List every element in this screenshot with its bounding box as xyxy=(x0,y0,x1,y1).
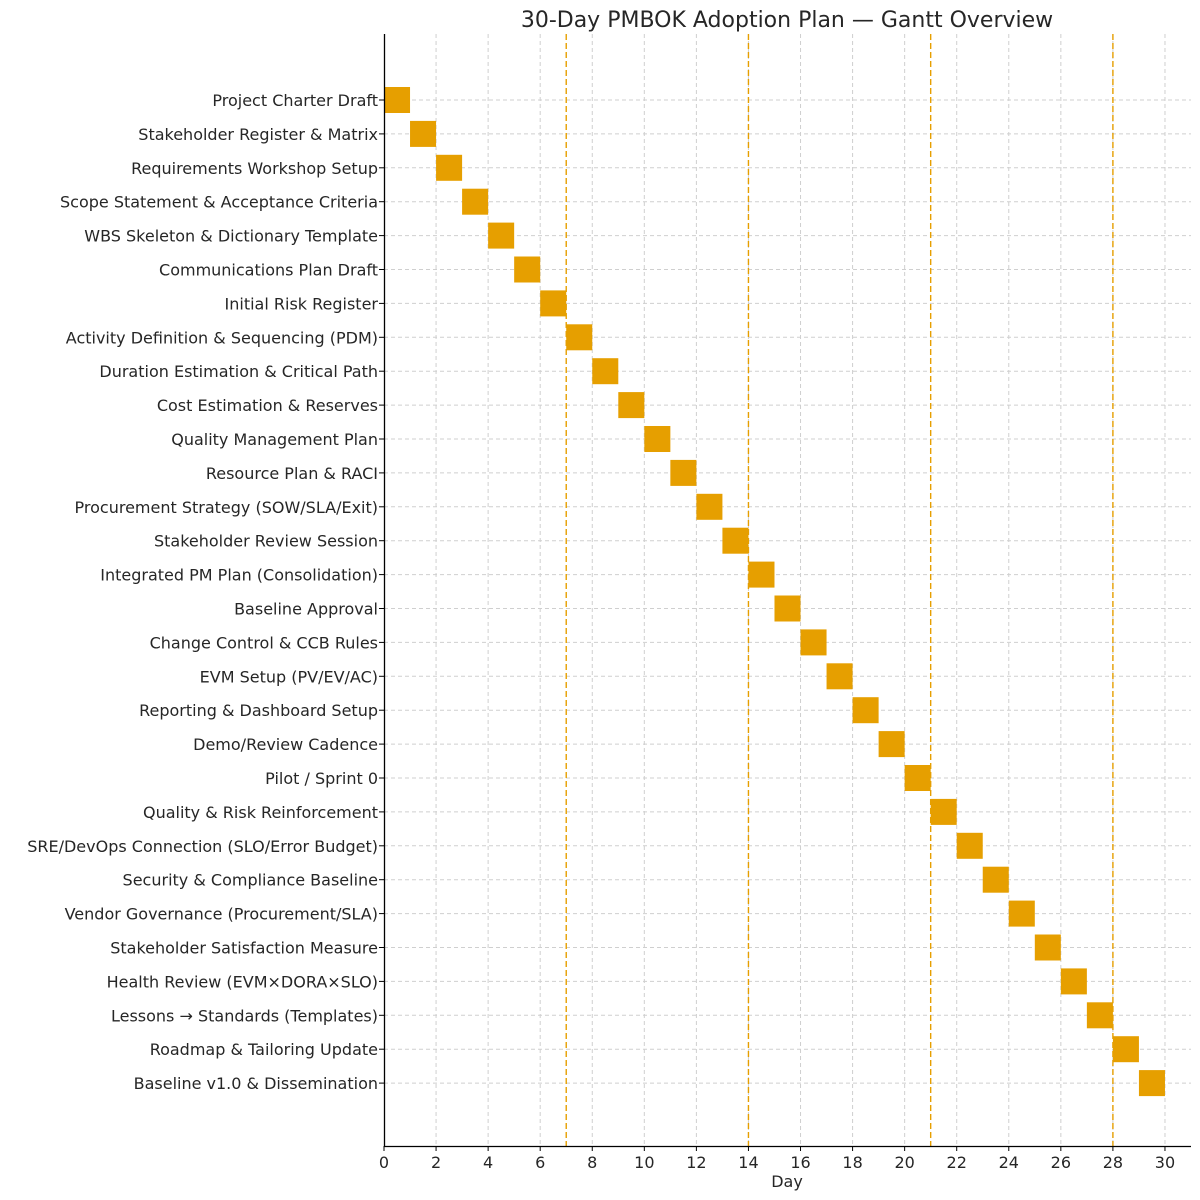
task-labels xyxy=(27,91,384,1093)
milestone-lines xyxy=(566,34,1113,1146)
x-tick-label: 2 xyxy=(430,1153,442,1172)
task-bar xyxy=(1087,1002,1113,1028)
x-tick-labels xyxy=(379,1146,1175,1172)
task-label: SRE/DevOps Connection (SLO/Error Budget) xyxy=(27,836,378,856)
task-bar xyxy=(1009,901,1035,927)
task-label: Resource Plan & RACI xyxy=(205,463,378,483)
x-tick-label: 6 xyxy=(535,1153,546,1172)
task-bar xyxy=(1113,1036,1139,1062)
task-label: Procurement Strategy (SOW/SLA/Exit) xyxy=(74,497,378,517)
task-label: Stakeholder Satisfaction Measure xyxy=(110,938,378,958)
x-tick-label: 12 xyxy=(686,1153,707,1172)
task-label: Lessons → Standards (Templates) xyxy=(110,1006,378,1026)
x-axis-label: Day xyxy=(771,1172,803,1191)
x-tick-label: 10 xyxy=(634,1153,655,1172)
task-label: Change Control & CCB Rules xyxy=(149,633,378,653)
task-label: Duration Estimation & Critical Path xyxy=(99,362,378,382)
x-tick-label: 14 xyxy=(738,1153,759,1172)
task-bar xyxy=(696,494,722,520)
task-label: Requirements Workshop Setup xyxy=(131,158,378,178)
x-tick-label: 4 xyxy=(483,1153,494,1172)
task-label: WBS Skeleton & Dictionary Template xyxy=(84,226,378,246)
task-bar xyxy=(410,121,436,147)
task-label: Security & Compliance Baseline xyxy=(122,870,378,890)
x-tick-label: 16 xyxy=(790,1153,811,1172)
task-bar xyxy=(644,426,670,452)
x-tick-label: 24 xyxy=(998,1153,1019,1172)
task-label: Health Review (EVM×DORA×SLO) xyxy=(106,972,378,992)
task-label: Demo/Review Cadence xyxy=(193,735,378,755)
task-label: Integrated PM Plan (Consolidation) xyxy=(100,565,378,585)
x-tick-label: 0 xyxy=(378,1153,390,1172)
x-tick-label: 28 xyxy=(1102,1153,1124,1172)
task-label: Stakeholder Register & Matrix xyxy=(138,124,378,144)
task-bar xyxy=(957,833,983,859)
task-bar xyxy=(462,189,488,215)
task-bar xyxy=(879,731,905,757)
task-label: Roadmap & Tailoring Update xyxy=(149,1040,378,1060)
task-label: Quality & Risk Reinforcement xyxy=(142,802,378,822)
task-label: Communications Plan Draft xyxy=(159,260,378,280)
task-label: Baseline v1.0 & Dissemination xyxy=(133,1074,378,1094)
task-bar xyxy=(983,867,1009,893)
task-bar xyxy=(1035,935,1061,961)
task-bar xyxy=(1061,968,1087,994)
task-bar xyxy=(384,87,410,113)
task-label: Stakeholder Review Session xyxy=(153,531,378,551)
task-bar xyxy=(748,562,774,588)
task-bar xyxy=(488,223,514,249)
x-tick-label: 8 xyxy=(587,1153,598,1172)
task-bar xyxy=(931,799,957,825)
task-bar xyxy=(592,358,618,384)
task-bar xyxy=(618,392,644,418)
task-label: Activity Definition & Sequencing (PDM) xyxy=(65,328,378,348)
task-bar xyxy=(670,460,696,486)
task-label: Scope Statement & Acceptance Criteria xyxy=(59,192,378,212)
task-bars xyxy=(384,87,1165,1096)
task-bar xyxy=(540,290,566,316)
task-bar xyxy=(514,257,540,283)
task-label: Reporting & Dashboard Setup xyxy=(139,701,378,721)
x-tick-label: 20 xyxy=(894,1153,915,1172)
task-bar xyxy=(722,528,748,554)
task-bar xyxy=(801,629,827,655)
chart-title: 30-Day PMBOK Adoption Plan — Gantt Overview xyxy=(520,8,1054,33)
task-bar xyxy=(774,596,800,622)
x-tick-label: 22 xyxy=(946,1153,967,1172)
x-tick-label: 30 xyxy=(1154,1153,1176,1172)
task-label: Cost Estimation & Reserves xyxy=(156,396,378,416)
task-label: Vendor Governance (Procurement/SLA) xyxy=(64,904,378,924)
task-label: Pilot / Sprint 0 xyxy=(265,769,378,788)
task-bar xyxy=(436,155,462,181)
task-label: Baseline Approval xyxy=(234,599,378,619)
task-label: EVM Setup (PV/EV/AC) xyxy=(199,667,378,687)
x-tick-label: 26 xyxy=(1050,1153,1072,1172)
x-tick-label: 18 xyxy=(842,1153,863,1172)
task-bar xyxy=(905,765,931,791)
task-bar xyxy=(1139,1070,1165,1096)
task-bar xyxy=(827,663,853,689)
task-label: Initial Risk Register xyxy=(224,294,378,314)
task-bar xyxy=(853,697,879,723)
task-label: Project Charter Draft xyxy=(212,91,378,110)
task-label: Quality Management Plan xyxy=(171,430,378,449)
task-bar xyxy=(566,324,592,350)
